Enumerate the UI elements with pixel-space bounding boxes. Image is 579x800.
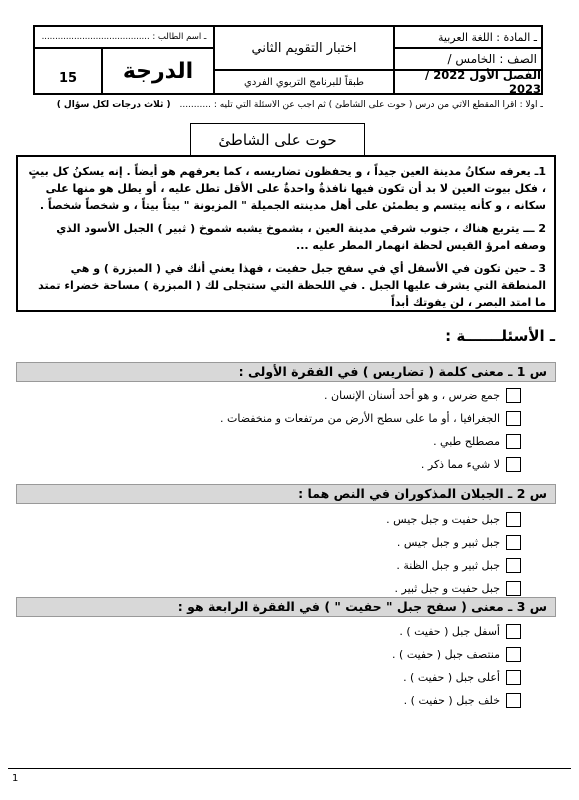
q1-option-1[interactable] bbox=[324, 386, 521, 404]
q1-option-3[interactable] bbox=[433, 432, 521, 450]
option-label: الجغرافيا ، أو ما على سطح الأرض من مرتفعات و منخفضات . bbox=[220, 411, 500, 425]
program-cell bbox=[214, 70, 394, 94]
checkbox[interactable] bbox=[506, 512, 521, 527]
term-label: الفصل الأول 2022 / 2023 bbox=[424, 68, 541, 96]
score-title-cell bbox=[102, 48, 214, 94]
score-box bbox=[34, 48, 102, 94]
option-label: أسفل جبل ( حفيت ) . bbox=[399, 624, 500, 638]
checkbox[interactable] bbox=[506, 388, 521, 403]
score-value: 15 bbox=[58, 70, 78, 86]
option-label: جبل حفيت و جبل ثبير . bbox=[394, 581, 500, 595]
student-name-cell bbox=[34, 26, 214, 48]
option-label: جبل ثبير و جبل الظنة . bbox=[396, 558, 500, 572]
checkbox[interactable] bbox=[506, 434, 521, 449]
program-label: طبقاً للبرنامج التربوي الفردي bbox=[244, 76, 364, 88]
score-title: الدرجة bbox=[122, 58, 194, 84]
passage-title-box bbox=[190, 123, 365, 156]
q1-option-2[interactable] bbox=[220, 409, 521, 427]
q2-option-4[interactable] bbox=[395, 579, 521, 597]
exam-title-cell bbox=[214, 26, 394, 70]
marks-note: ( ثلاث درجات لكل سؤال ) bbox=[56, 100, 171, 110]
checkbox[interactable] bbox=[506, 535, 521, 550]
q3-option-2[interactable] bbox=[392, 645, 521, 663]
exam-header bbox=[33, 25, 543, 95]
questions-heading bbox=[445, 327, 555, 345]
option-label: لا شيء مما ذكر . bbox=[420, 457, 500, 471]
passage-paragraph-1: 1ـ يعرفه سكانُ مدينة العين جيداً ، و يحفظون تضاريسه ، كما يعرفهم هو أيضاً . إنه يسكنُ كل بيتٍ ، فكل بيوت العين لا بد أن تكون فيها نافذةٌ واحدةٌ على الأقل تطل عليه ، أو يطل هو منها على سكانه ، و كأنه يبتسم و يطمئن على أهل مدينته الجميلة " المزيونة " بيتاً بيتاً ، و شخصاً شخصاً . bbox=[28, 165, 546, 212]
grade-cell bbox=[394, 48, 542, 70]
passage-paragraph-2: 2 ـــ يتربع هناك ، جنوب شرقي مدينة العين ، بشموخ يشبه شموخ ( ثبير ) الجبل الأسود الذي وصفه امرؤ القيس لحظة انهمار المطر عليه ... bbox=[56, 222, 546, 252]
option-label: مصطلح طبي . bbox=[433, 434, 500, 448]
checkbox[interactable] bbox=[506, 581, 521, 596]
q2-option-1[interactable] bbox=[386, 510, 521, 528]
checkbox[interactable] bbox=[506, 647, 521, 662]
checkbox[interactable] bbox=[506, 558, 521, 573]
question-2-text: س 2 ـ الجبلان المذكوران في النص هما : bbox=[298, 486, 547, 501]
passage-box bbox=[16, 155, 556, 312]
passage-paragraph-3: 3 ـ حين تكون في الأسفل أي في سفح جبل حفيت ، فهذا يعني أنك في ( المبزرة ) و هي المنطقة التي يشرف عليها الجبل . في اللحظة التي ستتجلى لك ( المبزرة ) مساحة خضراء تمتد ما امتد البصر ، لن يفوتك أبداً bbox=[38, 262, 546, 309]
exam-title: اختبار التقويم الثاني bbox=[251, 40, 357, 56]
q3-option-1[interactable] bbox=[399, 622, 521, 640]
subject-label: ـ المادة : اللغة العربية bbox=[437, 30, 537, 44]
checkbox[interactable] bbox=[506, 411, 521, 426]
grade-label: الصف : الخامس / bbox=[447, 52, 537, 66]
q3-option-4[interactable] bbox=[404, 691, 521, 709]
student-name-field: ـ اسم الطالب : ........................................ bbox=[41, 32, 207, 42]
option-label: خلف جبل ( حفيت ) . bbox=[403, 693, 500, 707]
term-cell bbox=[394, 70, 542, 94]
option-label: أعلى جبل ( حفيت ) . bbox=[403, 670, 500, 684]
question-3-header bbox=[16, 597, 556, 617]
q2-option-2[interactable] bbox=[397, 533, 521, 551]
q2-option-3[interactable] bbox=[396, 556, 521, 574]
instructions-text: ـ أولاً : اقرأ المقطع الآتي من درس ( حوت على الشاطئ ) ثم أجب عن الأسئلة التي تليه : bbox=[213, 100, 543, 110]
page-number: 1 bbox=[12, 773, 19, 784]
option-label: منتصف جبل ( حفيت ) . bbox=[392, 647, 500, 661]
q3-option-3[interactable] bbox=[403, 668, 521, 686]
option-label: جمع ضرس ، و هو أحد أسنان الإنسان . bbox=[324, 388, 500, 402]
checkbox[interactable] bbox=[506, 693, 521, 708]
questions-heading-text: ـ الأسئلـــــــة : bbox=[445, 327, 555, 345]
option-label: جبل حفيت و جبل جيس . bbox=[386, 512, 500, 526]
option-label: جبل ثبير و جبل جيس . bbox=[396, 535, 500, 549]
instructions-dots: ........... bbox=[179, 100, 211, 110]
checkbox[interactable] bbox=[506, 670, 521, 685]
instructions-line bbox=[33, 100, 543, 114]
question-1-text: س 1 ـ معنى كلمة ( تضاريس ) في الفقرة الأولى : bbox=[238, 364, 547, 379]
q1-option-4[interactable] bbox=[421, 455, 521, 473]
question-1-header bbox=[16, 362, 556, 382]
question-3-text: س 3 ـ معنى ( سفح جبل " حفيت " ) في الفقرة الرابعة هو : bbox=[177, 599, 547, 614]
passage-title: حوت على الشاطئ bbox=[218, 131, 337, 149]
subject-cell bbox=[394, 26, 542, 48]
checkbox[interactable] bbox=[506, 624, 521, 639]
footer-divider bbox=[8, 768, 571, 769]
question-2-header bbox=[16, 484, 556, 504]
checkbox[interactable] bbox=[506, 457, 521, 472]
